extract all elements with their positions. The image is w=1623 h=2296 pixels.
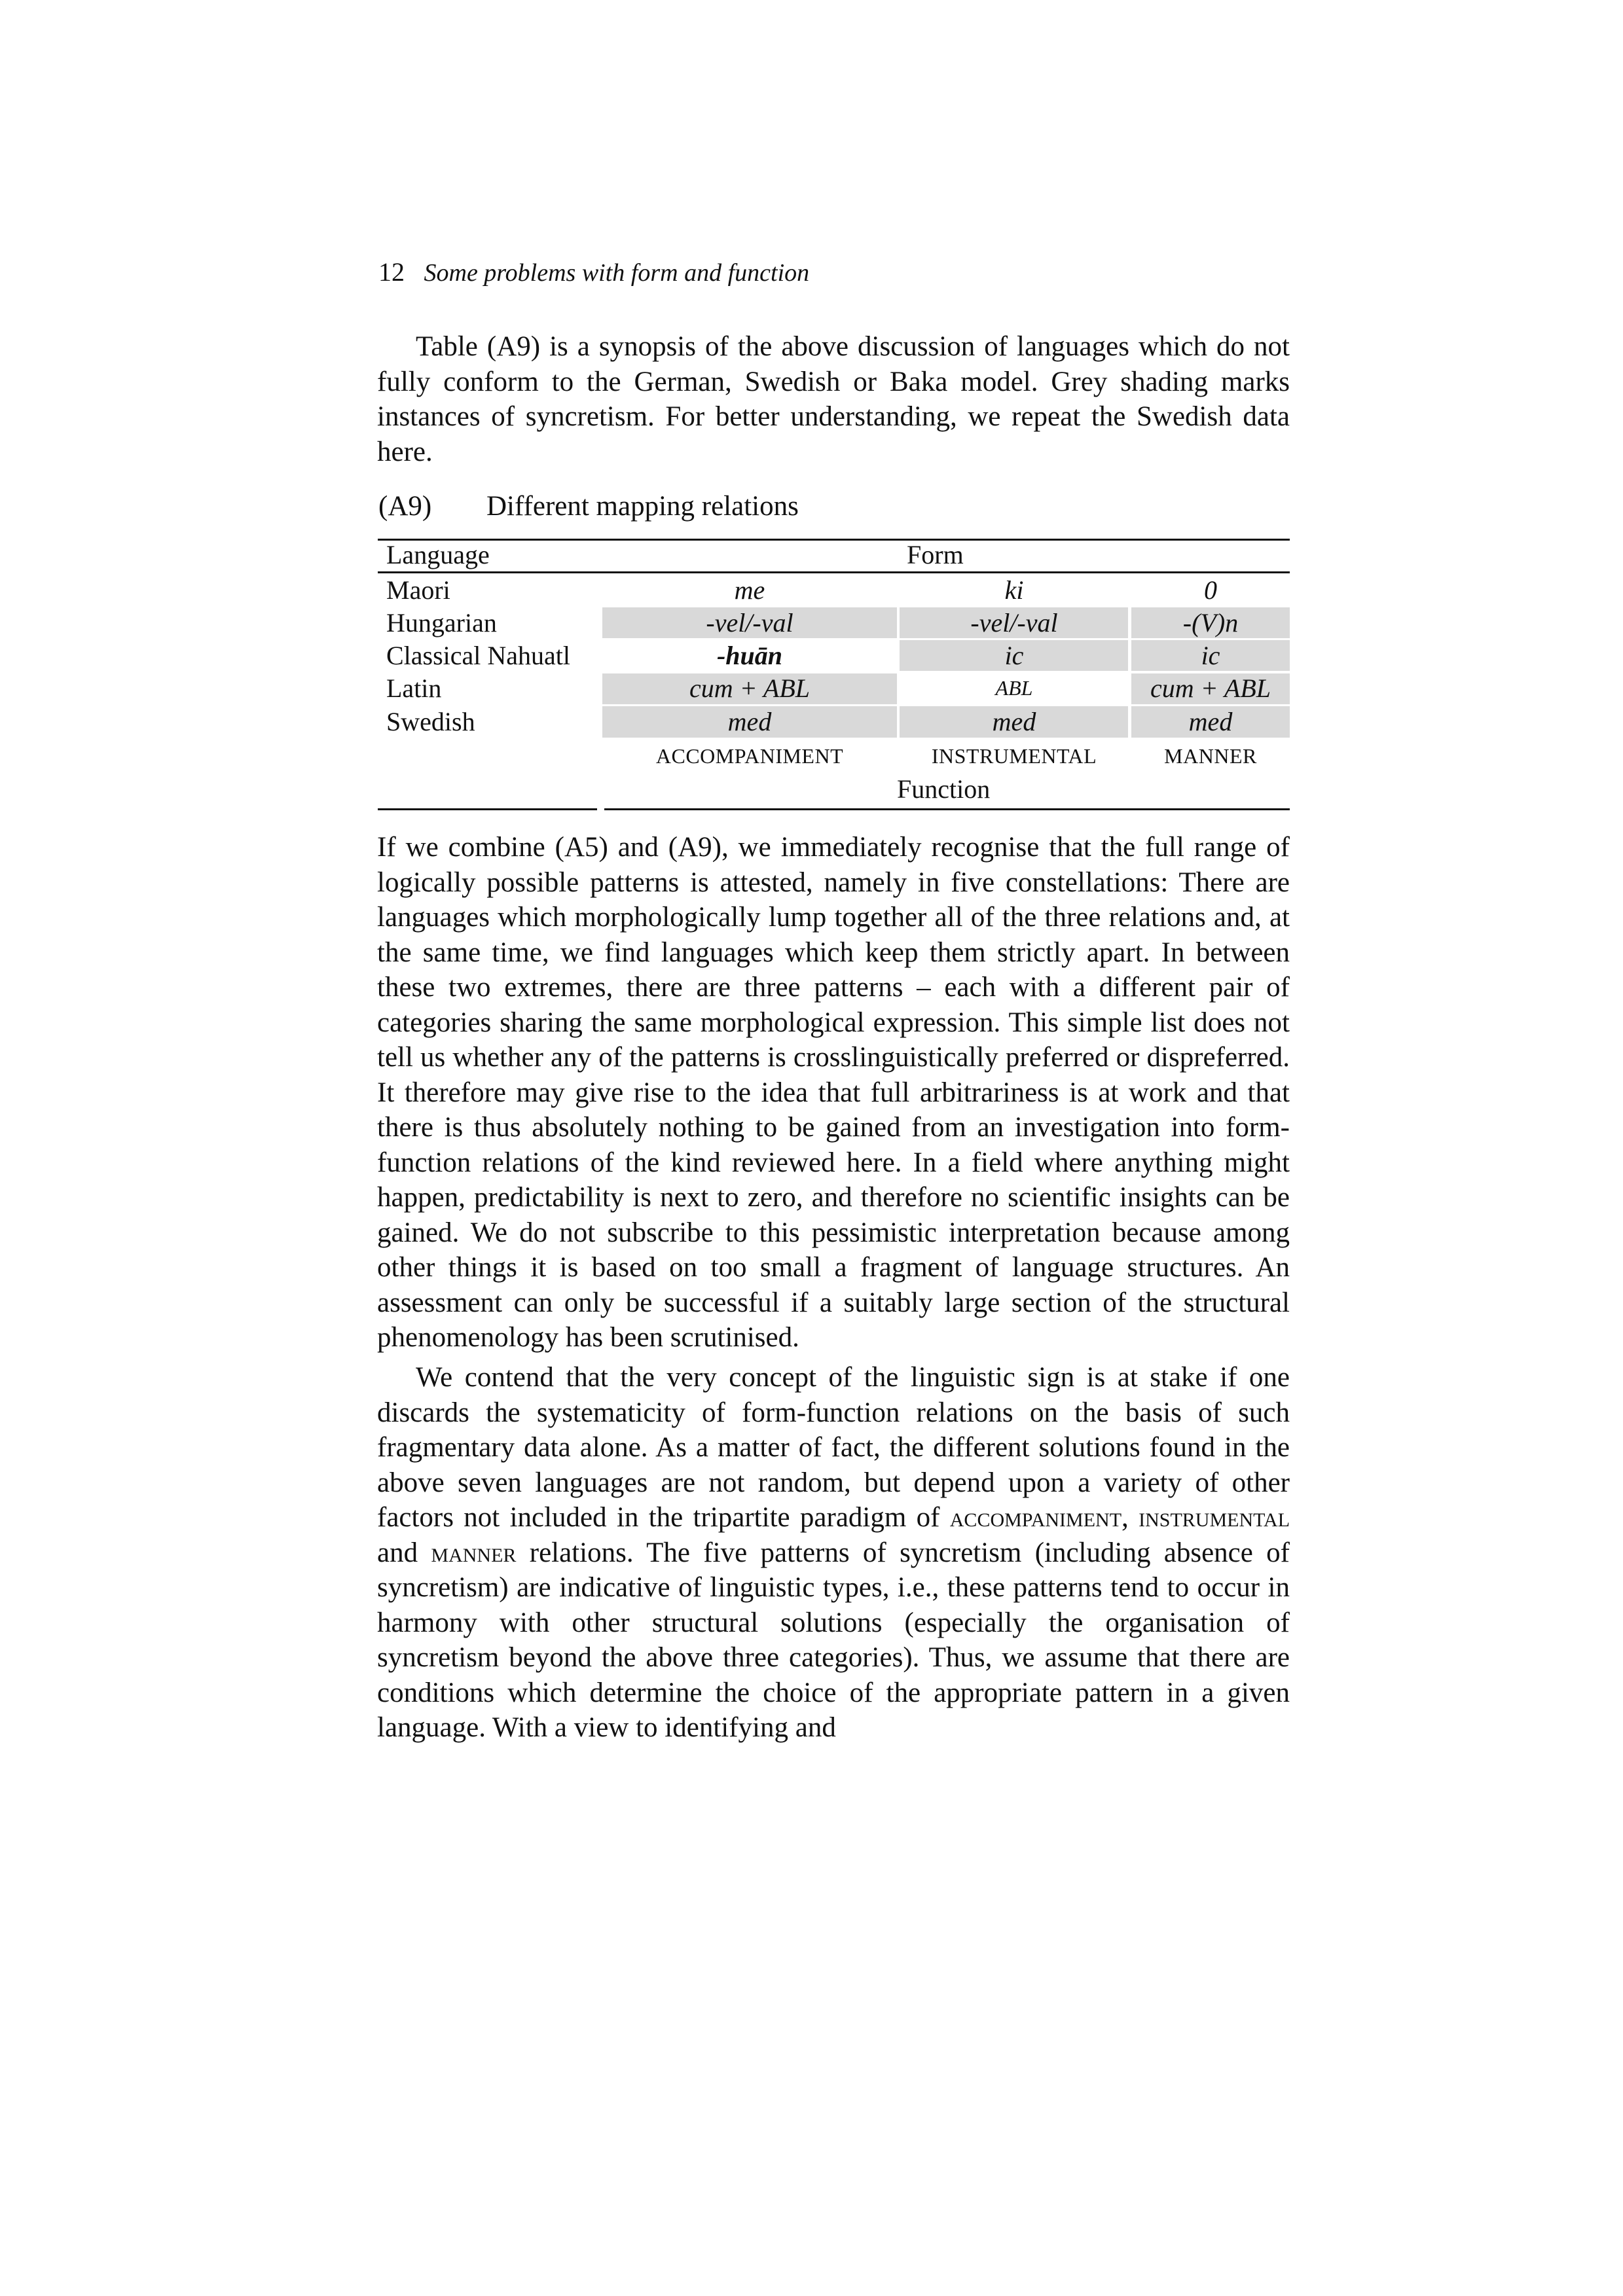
table-bottom-rule-right: [604, 808, 1290, 810]
row-language: Hungarian: [386, 608, 497, 637]
row-language: Swedish: [386, 707, 475, 736]
para3-part2: relations. The five patterns of syncretism (including absence of syncretism) are indicative of linguistic types, i.e., these patterns tend to occur in harmony with other structural solutions (especially the organisation of syncretism beyond the above three categories). Thus, we assume that there are conditions which determine the choice of the appropriate pattern in a given language. With a view to identifying and: [377, 1537, 1290, 1743]
row-language: Classical Nahuatl: [386, 641, 571, 670]
example-title: Different mapping relations: [486, 491, 799, 522]
term-manner: manner: [431, 1537, 517, 1568]
paragraph-intro: Table (A9) is a synopsis of the above discussion of languages which do not fully conform to the German, Swedish or Baka model. Grey shading marks instances of syncretism. For better understanding, we repeat the Swedish data here.: [377, 331, 1290, 467]
form-cell: med: [727, 707, 772, 736]
form-cell: ABL: [995, 676, 1033, 700]
page-number: 12: [378, 257, 405, 287]
form-cell: cum + ABL: [1150, 673, 1271, 703]
form-cell: ki: [1004, 575, 1024, 605]
term-accompaniment: accompaniment: [949, 1502, 1122, 1533]
example-caption: [378, 489, 799, 524]
footer-function: Function: [897, 774, 991, 804]
paragraph-discussion: If we combine (A5) and (A9), we immediately recognise that the full range of logically possible patterns is attested, namely in five constellations: There are languages which morphologically lump together all of the three relations and, at the same time, we find languages which keep them strictly apart. In between these two extremes, there are three patterns – each with a different pair of categories sharing the same morphological expression. This simple list does not tell us whether any of the patterns is crosslinguistically preferred or dispreferred. It therefore may give rise to the idea that full arbitrariness is at work and that there is thus absolutely nothing to be gained from an investigation into form-function relations of the kind reviewed here. In a field where anything might happen, predictability is next to zero, and therefore no scientific insights can be gained. We do not subscribe to this pessimistic interpretation because among other things it is based on too small a fragment of language structures. An assessment can only be successful if a suitably large section of the structural phenomenology has been scrutinised.: [377, 832, 1290, 1353]
form-cell: -vel/-val: [706, 608, 793, 637]
function-accompaniment: ACCOMPANIMENT: [655, 744, 844, 768]
table-top-rule: [378, 539, 1290, 541]
form-cell: med: [1188, 707, 1233, 736]
function-manner: MANNER: [1164, 744, 1257, 768]
header-language: Language: [386, 540, 490, 569]
table-header-rule: [378, 571, 1290, 573]
form-cell: -huān: [716, 641, 783, 670]
running-head: [378, 257, 809, 289]
form-cell: 0: [1204, 575, 1217, 605]
row-language: Latin: [386, 673, 442, 703]
word-and: and: [377, 1537, 418, 1568]
header-form: Form: [907, 540, 964, 569]
form-cell: me: [734, 575, 765, 605]
para3-part1: We contend that the very concept of the linguistic sign is at stake if one discards the systematicity of form-function relations on the basis of such fragmentary data alone. As a matter of fact, the different solutions found in the above seven languages are not random, but depend upon a variety of other factors not included in the tripartite paradigm of: [377, 1362, 1290, 1533]
form-cell: cum + ABL: [689, 673, 811, 703]
comma: ,: [1122, 1502, 1129, 1533]
term-instrumental: instrumental: [1139, 1502, 1290, 1533]
table-bottom-rule-left: [378, 808, 597, 810]
form-cell: med: [992, 707, 1036, 736]
row-language: Maori: [386, 575, 450, 605]
paragraph-contention: [377, 1360, 1290, 1746]
form-cell: ic: [1004, 641, 1024, 670]
form-cell: -vel/-val: [970, 608, 1058, 637]
form-cell: ic: [1201, 641, 1220, 670]
function-instrumental: INSTRUMENTAL: [931, 744, 1097, 768]
form-cell: -(V)n: [1182, 608, 1239, 637]
example-number: (A9): [378, 491, 432, 522]
running-title: Some problems with form and function: [424, 259, 810, 287]
